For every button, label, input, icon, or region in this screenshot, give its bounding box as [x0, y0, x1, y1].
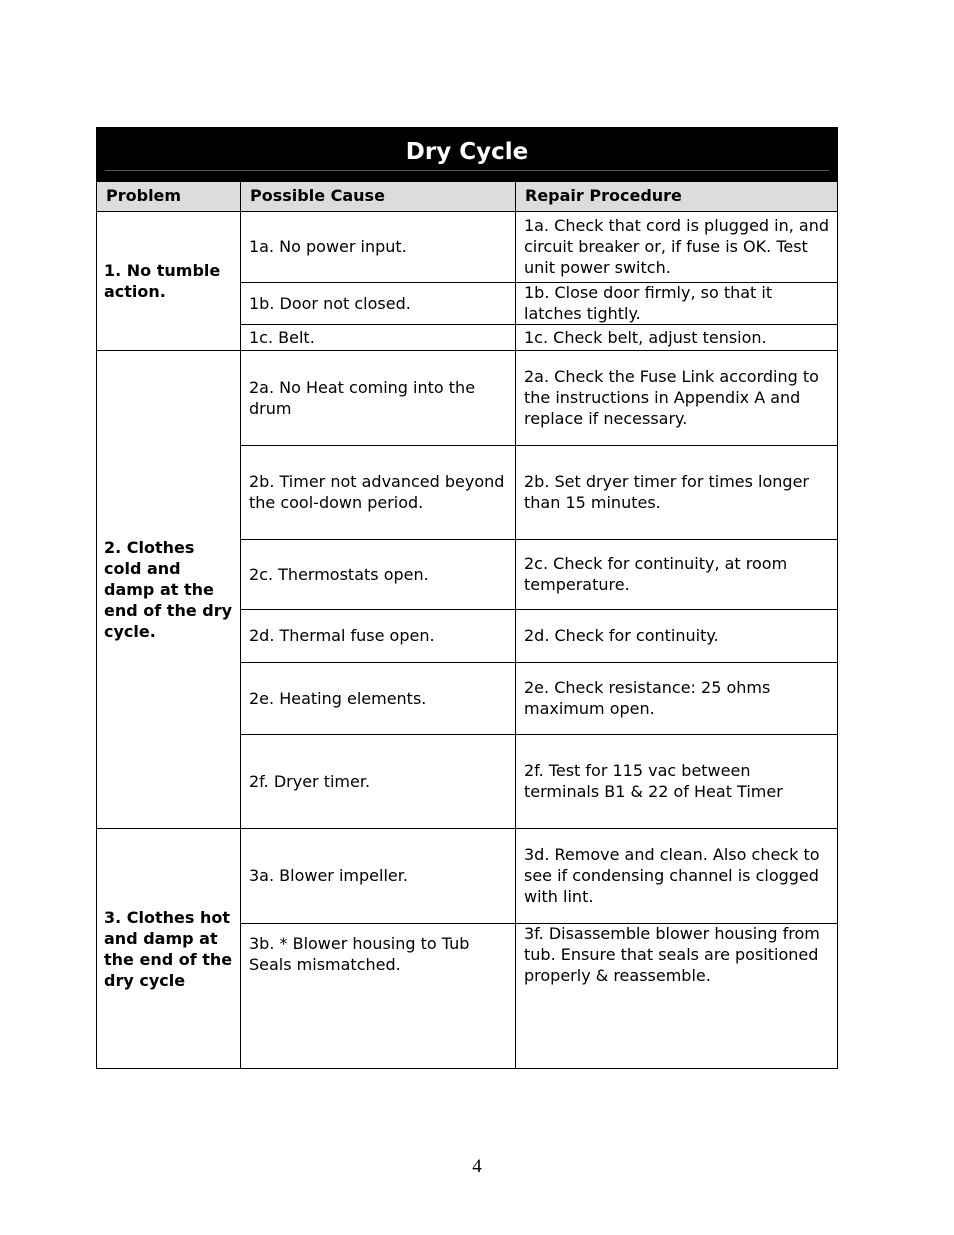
title-underline [105, 170, 829, 171]
repair-1b: 1b. Close door firmly, so that it latches tightly. [524, 283, 773, 323]
repair-2b: 2b. Set dryer timer for times longer than 15 minutes. [524, 472, 809, 512]
border-right [837, 211, 838, 1069]
row-rule [241, 282, 838, 283]
cause-2c: 2c. Thermostats open. [249, 564, 429, 584]
row-rule [241, 923, 838, 924]
table-body [96, 211, 838, 1069]
repair-2e: 2e. Check resistance: 25 ohms maximum open. [524, 678, 771, 718]
row-rule [241, 445, 838, 446]
row-rule [241, 539, 838, 540]
border-left [96, 211, 97, 1069]
border-bottom [96, 1068, 838, 1069]
problem-2: 2. Clothes cold and damp at the end of the dry cycle. [104, 537, 233, 641]
cause-1a: 1a. No power input. [249, 237, 407, 256]
header-possible-cause: Possible Cause [241, 182, 516, 211]
problem-1: 1. No tumble action. [104, 260, 221, 301]
cause-2b: 2b. Timer not advanced beyond the cool-down period. [249, 472, 505, 512]
cause-2d: 2d. Thermal fuse open. [249, 626, 435, 645]
dry-cycle-table [96, 127, 838, 1069]
cause-1b: 1b. Door not closed. [249, 293, 411, 313]
cause-2e: 2e. Heating elements. [249, 688, 427, 708]
group-rule [96, 350, 838, 351]
cause-3a: 3a. Blower impeller. [249, 866, 408, 885]
table-title: Dry Cycle [405, 139, 529, 165]
repair-3a: 3d. Remove and clean. Also check to see if condensing channel is clogged with lint. [524, 845, 820, 906]
header-bottom-rule [96, 211, 838, 212]
row-rule [241, 662, 838, 663]
row-rule [241, 609, 838, 610]
page-number: 4 [472, 1156, 482, 1177]
divider-col-1 [240, 211, 241, 1069]
header-repair-procedure: Repair Procedure [516, 182, 838, 211]
table-title-bar [96, 127, 838, 182]
repair-2d: 2d. Check for continuity. [524, 626, 719, 645]
divider-col-2 [515, 211, 516, 1069]
cause-2f: 2f. Dryer timer. [249, 771, 371, 791]
cause-3b: 3b. * Blower housing to Tub Seals mismatched. [249, 934, 470, 974]
repair-1a: 1a. Check that cord is plugged in, and circuit breaker or, if fuse is OK. Test unit power switch. [524, 216, 830, 277]
repair-2a: 2a. Check the Fuse Link according to the instructions in Appendix A and replace if necessary. [524, 367, 819, 428]
problem-3: 3. Clothes hot and damp at the end of the dry cycle [104, 907, 233, 990]
repair-2f: 2f. Test for 115 vac between terminals B1 & 22 of Heat Timer [524, 761, 783, 801]
row-rule [241, 734, 838, 735]
repair-3b: 3f. Disassemble blower housing from tub. Ensure that seals are positioned properly & reassemble. [524, 924, 820, 985]
repair-1c: 1c. Check belt, adjust tension. [524, 327, 767, 347]
cause-1c: 1c. Belt. [249, 327, 315, 347]
cause-2a: 2a. No Heat coming into the drum [249, 377, 476, 418]
row-rule [241, 324, 838, 325]
repair-2c: 2c. Check for continuity, at room temperature. [524, 554, 788, 594]
group-rule [96, 828, 838, 829]
header-problem: Problem [96, 182, 241, 211]
